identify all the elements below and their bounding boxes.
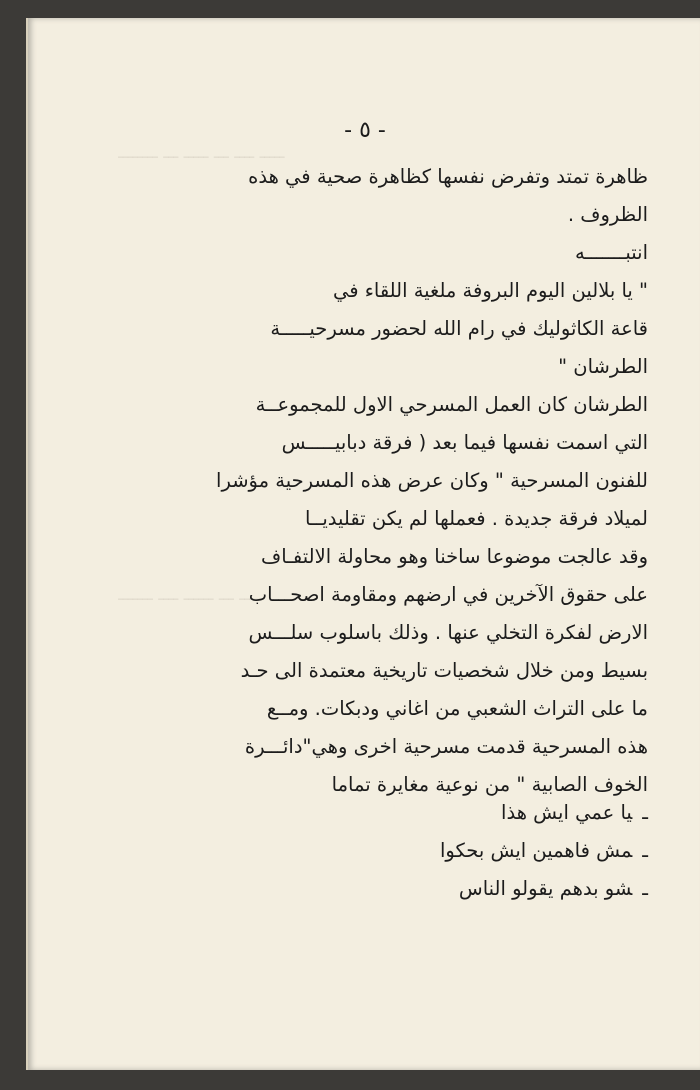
body-line: ظاهرة تمتد وتفرض نفسها كظاهرة صحية في هذه	[248, 165, 648, 188]
body-line: هذه المسرحية قدمت مسرحية اخرى وهي"دائـــرة	[244, 735, 648, 758]
body-line: قاعة الكاثوليك في رام الله لحضور مسرحيـــــة	[270, 317, 648, 340]
book-page	[26, 18, 700, 1070]
body-line: انتبـــــــه	[574, 241, 648, 264]
body-line: على حقوق الآخرين في ارضهم ومقاومة اصحـــاب	[248, 583, 648, 606]
dialogue-text: شو بدهم يقولو الناس	[458, 877, 633, 900]
dialogue-list	[103, 794, 648, 908]
dialogue-text: يا عمي ايش هذا	[501, 801, 633, 824]
dialogue-line	[103, 794, 648, 832]
body-line: لميلاد فرقة جديدة . فعملها لم يكن تقليديــا	[304, 507, 648, 530]
dialogue-line	[103, 832, 648, 870]
body-line: الظروف .	[567, 203, 648, 226]
body-line: للفنون المسرحية " وكان عرض هذه المسرحية مؤشرا	[216, 469, 648, 492]
body-line: ما على التراث الشعبي من اغاني ودبكات. ومــع	[266, 697, 648, 720]
dialogue-dash: ـ	[642, 801, 648, 824]
body-line: " يا بلالين اليوم البروفة ملغية اللقاء في	[332, 279, 648, 302]
bleed-through-texture: ــــــــ ـــ ـــــ ـــ ــــ ـــــ	[118, 143, 285, 163]
body-line: التي اسمت نفسها فيما بعد ( فرقة دبابيـــــس	[281, 431, 648, 454]
dialogue-text: مش فاهمين ايش بحكوا	[440, 839, 633, 862]
body-line: الطرشان كان العمل المسرحي الاول للمجموعــة	[255, 393, 648, 416]
dialogue-dash: ـ	[642, 877, 648, 900]
body-line: الخوف الصابية " من نوعية مغايرة تماما	[331, 773, 648, 796]
body-line: الطرشان "	[558, 355, 648, 378]
body-line: وقد عالجت موضوعا ساخنا وهو محاولة الالتفـاف	[261, 545, 648, 568]
body-line: الارض لفكرة التخلي عنها . وذلك باسلوب سلـــس	[248, 621, 648, 644]
dialogue-dash: ـ	[642, 839, 648, 862]
bleed-through-texture: ـــــــ ــــ ــــــ ـــ ـــــ	[118, 585, 265, 605]
article-body	[103, 158, 648, 804]
body-line: بسيط ومن خلال شخصيات تاريخية معتمدة الى حـد	[240, 659, 648, 682]
page-number: - ٥ -	[344, 118, 386, 143]
dialogue-line	[103, 870, 648, 908]
